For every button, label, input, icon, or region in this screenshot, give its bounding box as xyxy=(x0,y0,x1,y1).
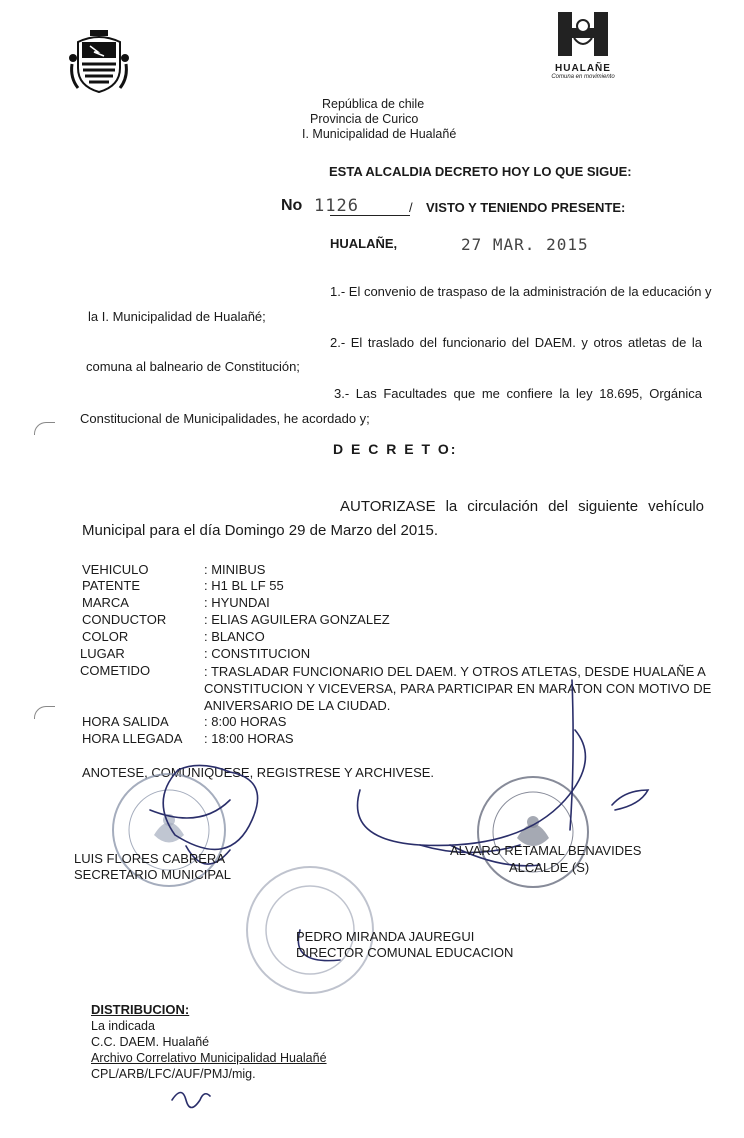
consideration-1-second: la I. Municipalidad de Hualañé; xyxy=(88,309,266,324)
field-label: LUGAR xyxy=(80,646,125,661)
field-label: CONDUCTOR xyxy=(82,612,167,627)
consideration-2-second: comuna al balneario de Constitución; xyxy=(86,359,300,374)
distribution-heading: DISTRIBUCION: xyxy=(91,1002,190,1017)
decree-place: HUALAÑE, xyxy=(330,236,398,251)
field-value: : HYUNDAI xyxy=(204,595,270,610)
field-value: : H1 BL LF 55 xyxy=(204,578,284,593)
field-value: : 18:00 HORAS xyxy=(204,731,294,746)
consideration-1-first: 1.- El convenio de traspaso de la administración de la educación y xyxy=(330,284,712,299)
field-label: PATENTE xyxy=(82,578,141,593)
consideration-3-first: 3.- Las Facultades que me confiere la ley 18.695, Orgánica xyxy=(334,386,702,401)
field-value: : BLANCO xyxy=(204,629,265,644)
secretary-name: LUIS FLORES CABRERA xyxy=(74,851,225,866)
closing-line: ANOTESE, COMUNIQUESE, REGISTRESE Y ARCHIVESE. xyxy=(82,765,435,780)
consideration-2-first: 2.- El traslado del funcionario del DAEM. y otros atletas de la xyxy=(330,335,702,350)
field-label: HORA SALIDA xyxy=(82,714,169,729)
field-label: VEHICULO xyxy=(82,562,149,577)
field-value: : ELIAS AGUILERA GONZALEZ xyxy=(204,612,390,627)
field-value: : MINIBUS xyxy=(204,562,266,577)
decreto-title: D E C R E T O: xyxy=(333,441,458,457)
field-label: COLOR xyxy=(82,629,129,644)
logo-tagline: Comuna en movimiento xyxy=(551,74,615,80)
field-value: : TRASLADAR FUNCIONARIO DEL DAEM. Y OTROS ATLETAS, DESDE HUALAÑE A CONSTITUCION Y VICEVERSA, PARA PARTICIPAR EN MARATON CON MOTIVO DE ANIVERSARIO DE LA CIUDAD. xyxy=(204,664,712,713)
secretary-title: SECRETARIO MUNICIPAL xyxy=(74,867,231,882)
decree-number-suffix: / xyxy=(409,200,413,215)
distribution-item: La indicada xyxy=(91,1019,155,1033)
header-municipality: I. Municipalidad de Hualañé xyxy=(302,127,457,141)
field-value: : 8:00 HORAS xyxy=(204,714,287,729)
authorization-second: Municipal para el día Domingo 29 de Marzo del 2015. xyxy=(82,522,439,539)
consideration-3-second: Constitucional de Municipalidades, he acordado y; xyxy=(80,411,370,426)
distribution-item: C.C. DAEM. Hualañé xyxy=(91,1035,210,1049)
field-label: MARCA xyxy=(82,595,129,610)
mayor-title: ALCALDE (S) xyxy=(509,860,590,875)
education-director-name: PEDRO MIRANDA JAUREGUI xyxy=(296,929,475,944)
education-director-title: DIRECTOR COMUNAL EDUCACION xyxy=(296,945,514,960)
logo-name: HUALAÑE xyxy=(555,63,611,74)
distribution-item: Archivo Correlativo Municipalidad Hualañé xyxy=(91,1051,327,1065)
field-label: HORA LLEGADA xyxy=(82,731,183,746)
distribution-item: CPL/ARB/LFC/AUF/PMJ/mig. xyxy=(91,1067,256,1081)
field-value: : CONSTITUCION xyxy=(204,646,311,661)
decree-heading: ESTA ALCALDIA DECRETO HOY LO QUE SIGUE: xyxy=(329,164,632,179)
visto-heading: VISTO Y TENIENDO PRESENTE: xyxy=(426,200,626,215)
header-republic: República de chile xyxy=(322,97,425,111)
decree-date-stamp: 27 MAR. 2015 xyxy=(461,235,589,254)
decree-number: 1126 xyxy=(314,196,359,216)
mayor-name: ALVARO RETAMAL BENAVIDES xyxy=(450,843,642,858)
decree-number-prefix: No xyxy=(281,197,303,214)
authorization-first: AUTORIZASE la circulación del siguiente vehículo xyxy=(340,498,704,515)
header-province: Provincia de Curico xyxy=(310,112,419,126)
field-label: COMETIDO xyxy=(80,663,151,678)
